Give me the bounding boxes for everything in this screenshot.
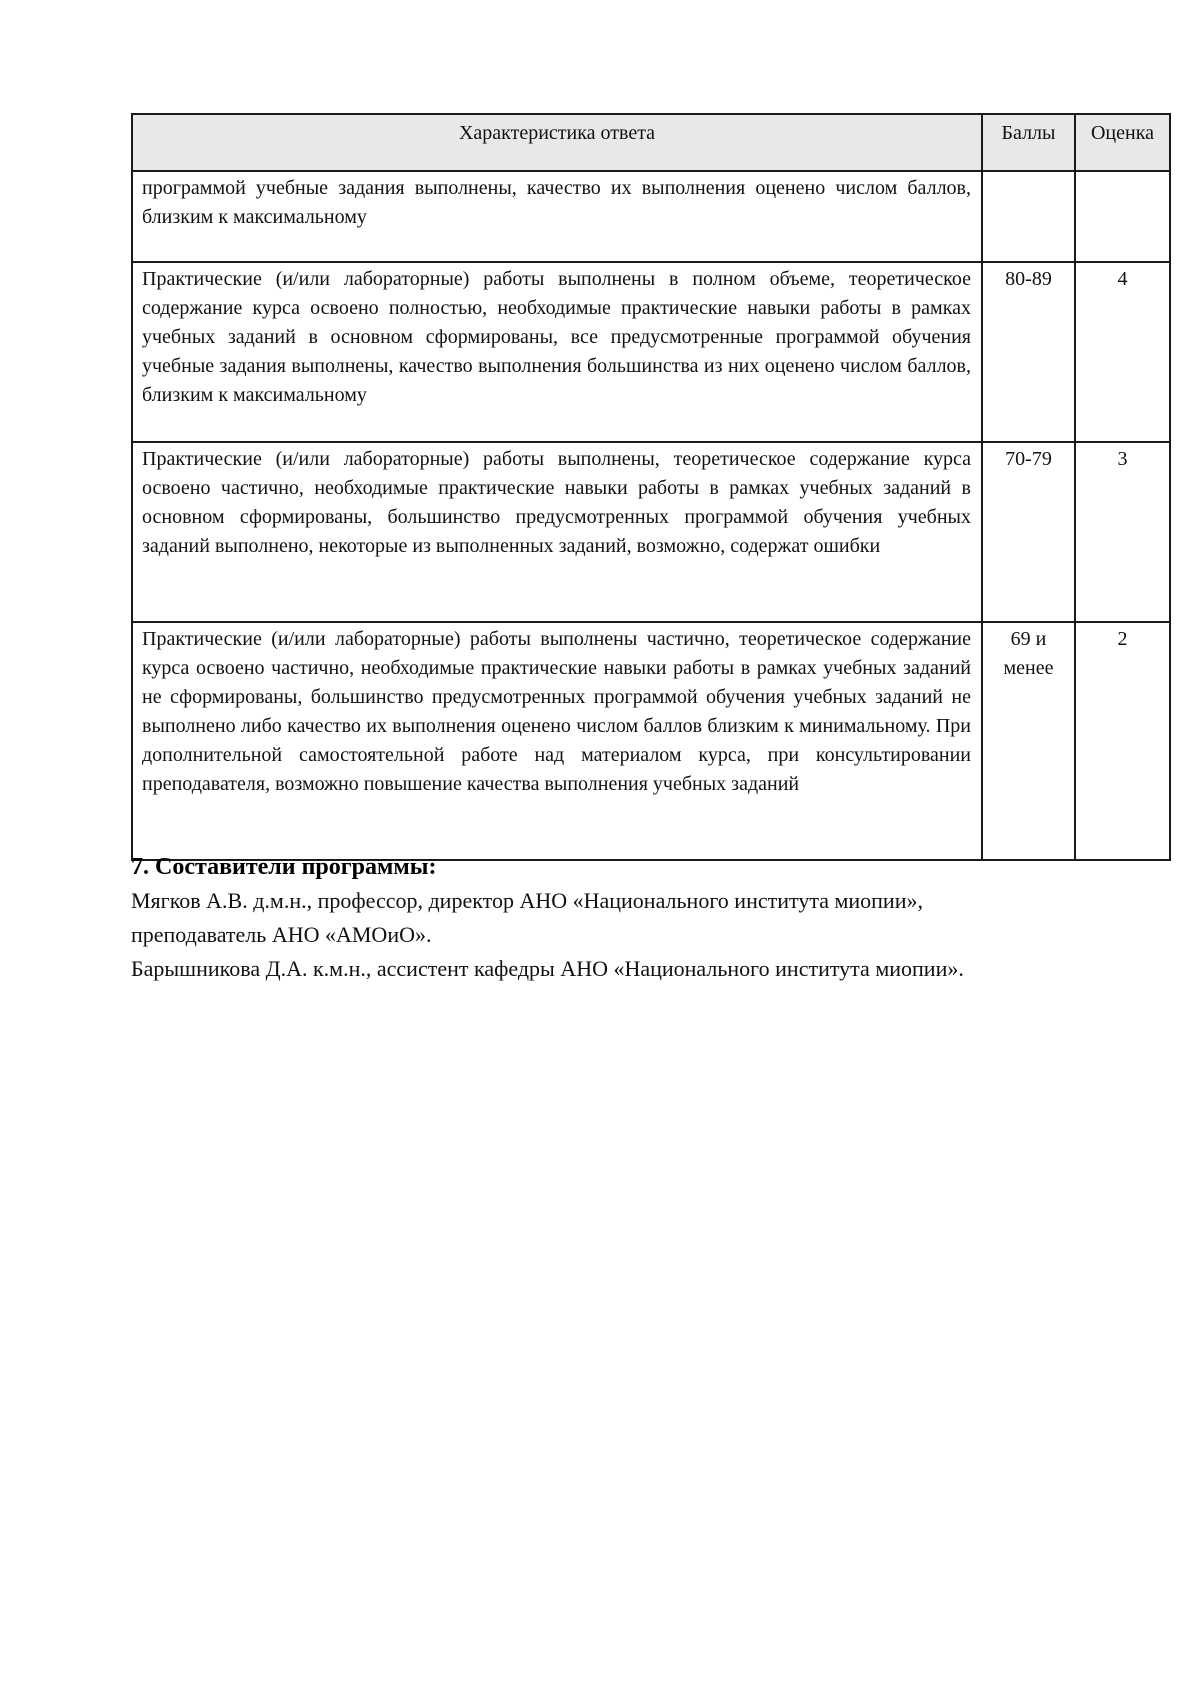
row-grade: 2 (1075, 622, 1170, 860)
row-score-line: 70-79 (1005, 448, 1052, 470)
row-grade (1075, 171, 1170, 262)
row-description: Практические (и/или лабораторные) работы выполнены частично, теоретическое содержание курса освоено частично, необходимые практические навыки работы в рамках учебных заданий не сформированы, большинство предусмотренных программой обучения учебных заданий не выполнено либо качество их выполнения оценено числом баллов близким к минимальному. При дополнительной самостоятельной работе над материалом курса, при консультировании преподавателя, возможно повышение качества выполнения учебных заданий (132, 622, 982, 860)
row-score (982, 622, 1075, 860)
row-score (982, 262, 1075, 442)
row-grade: 4 (1075, 262, 1170, 442)
row-description: Практические (и/или лабораторные) работы выполнены, теоретическое содержание курса освоено частично, необходимые практические навыки работы в рамках учебных заданий в основном сформированы, большинство предусмотренных программой обучения учебных заданий выполнено, некоторые из выполненных заданий, возможно, содержат ошибки (132, 442, 982, 622)
header-grade: Оценка (1075, 114, 1170, 171)
header-description: Характеристика ответа (132, 114, 982, 171)
row-description: Практические (и/или лабораторные) работы выполнены в полном объеме, теоретическое содержание курса освоено полностью, необходимые практические навыки работы в рамках учебных заданий в основном сформированы, все предусмотренные программой обучения учебные задания выполнены, качество выполнения большинства из них оценено числом баллов, близким к максимальному (132, 262, 982, 442)
header-score: Баллы (982, 114, 1075, 171)
row-score-line: 80-89 (1005, 268, 1052, 290)
row-score-line: менее (1003, 657, 1054, 679)
row-score (982, 442, 1075, 622)
table-row (132, 171, 1170, 262)
table-row (132, 622, 1170, 860)
row-grade: 3 (1075, 442, 1170, 622)
row-description: программой учебные задания выполнены, качество их выполнения оценено числом баллов, близким к максимальному (132, 171, 982, 262)
table-header-row (132, 114, 1170, 171)
author-line: Мягков А.В. д.м.н., профессор, директор АНО «Национального института миопии», (131, 888, 923, 913)
grading-criteria-table (131, 113, 1171, 861)
table-row (132, 442, 1170, 622)
author-line: преподаватель АНО «АМОиО». (131, 922, 432, 947)
section-heading: 7. Составители программы: (131, 854, 437, 880)
table-row (132, 262, 1170, 442)
row-score-line: 69 и (1010, 628, 1047, 650)
row-score (982, 171, 1075, 262)
author-line: Барышникова Д.А. к.м.н., ассистент кафедры АНО «Национального института миопии». (131, 956, 964, 981)
authors-section (131, 850, 1171, 986)
